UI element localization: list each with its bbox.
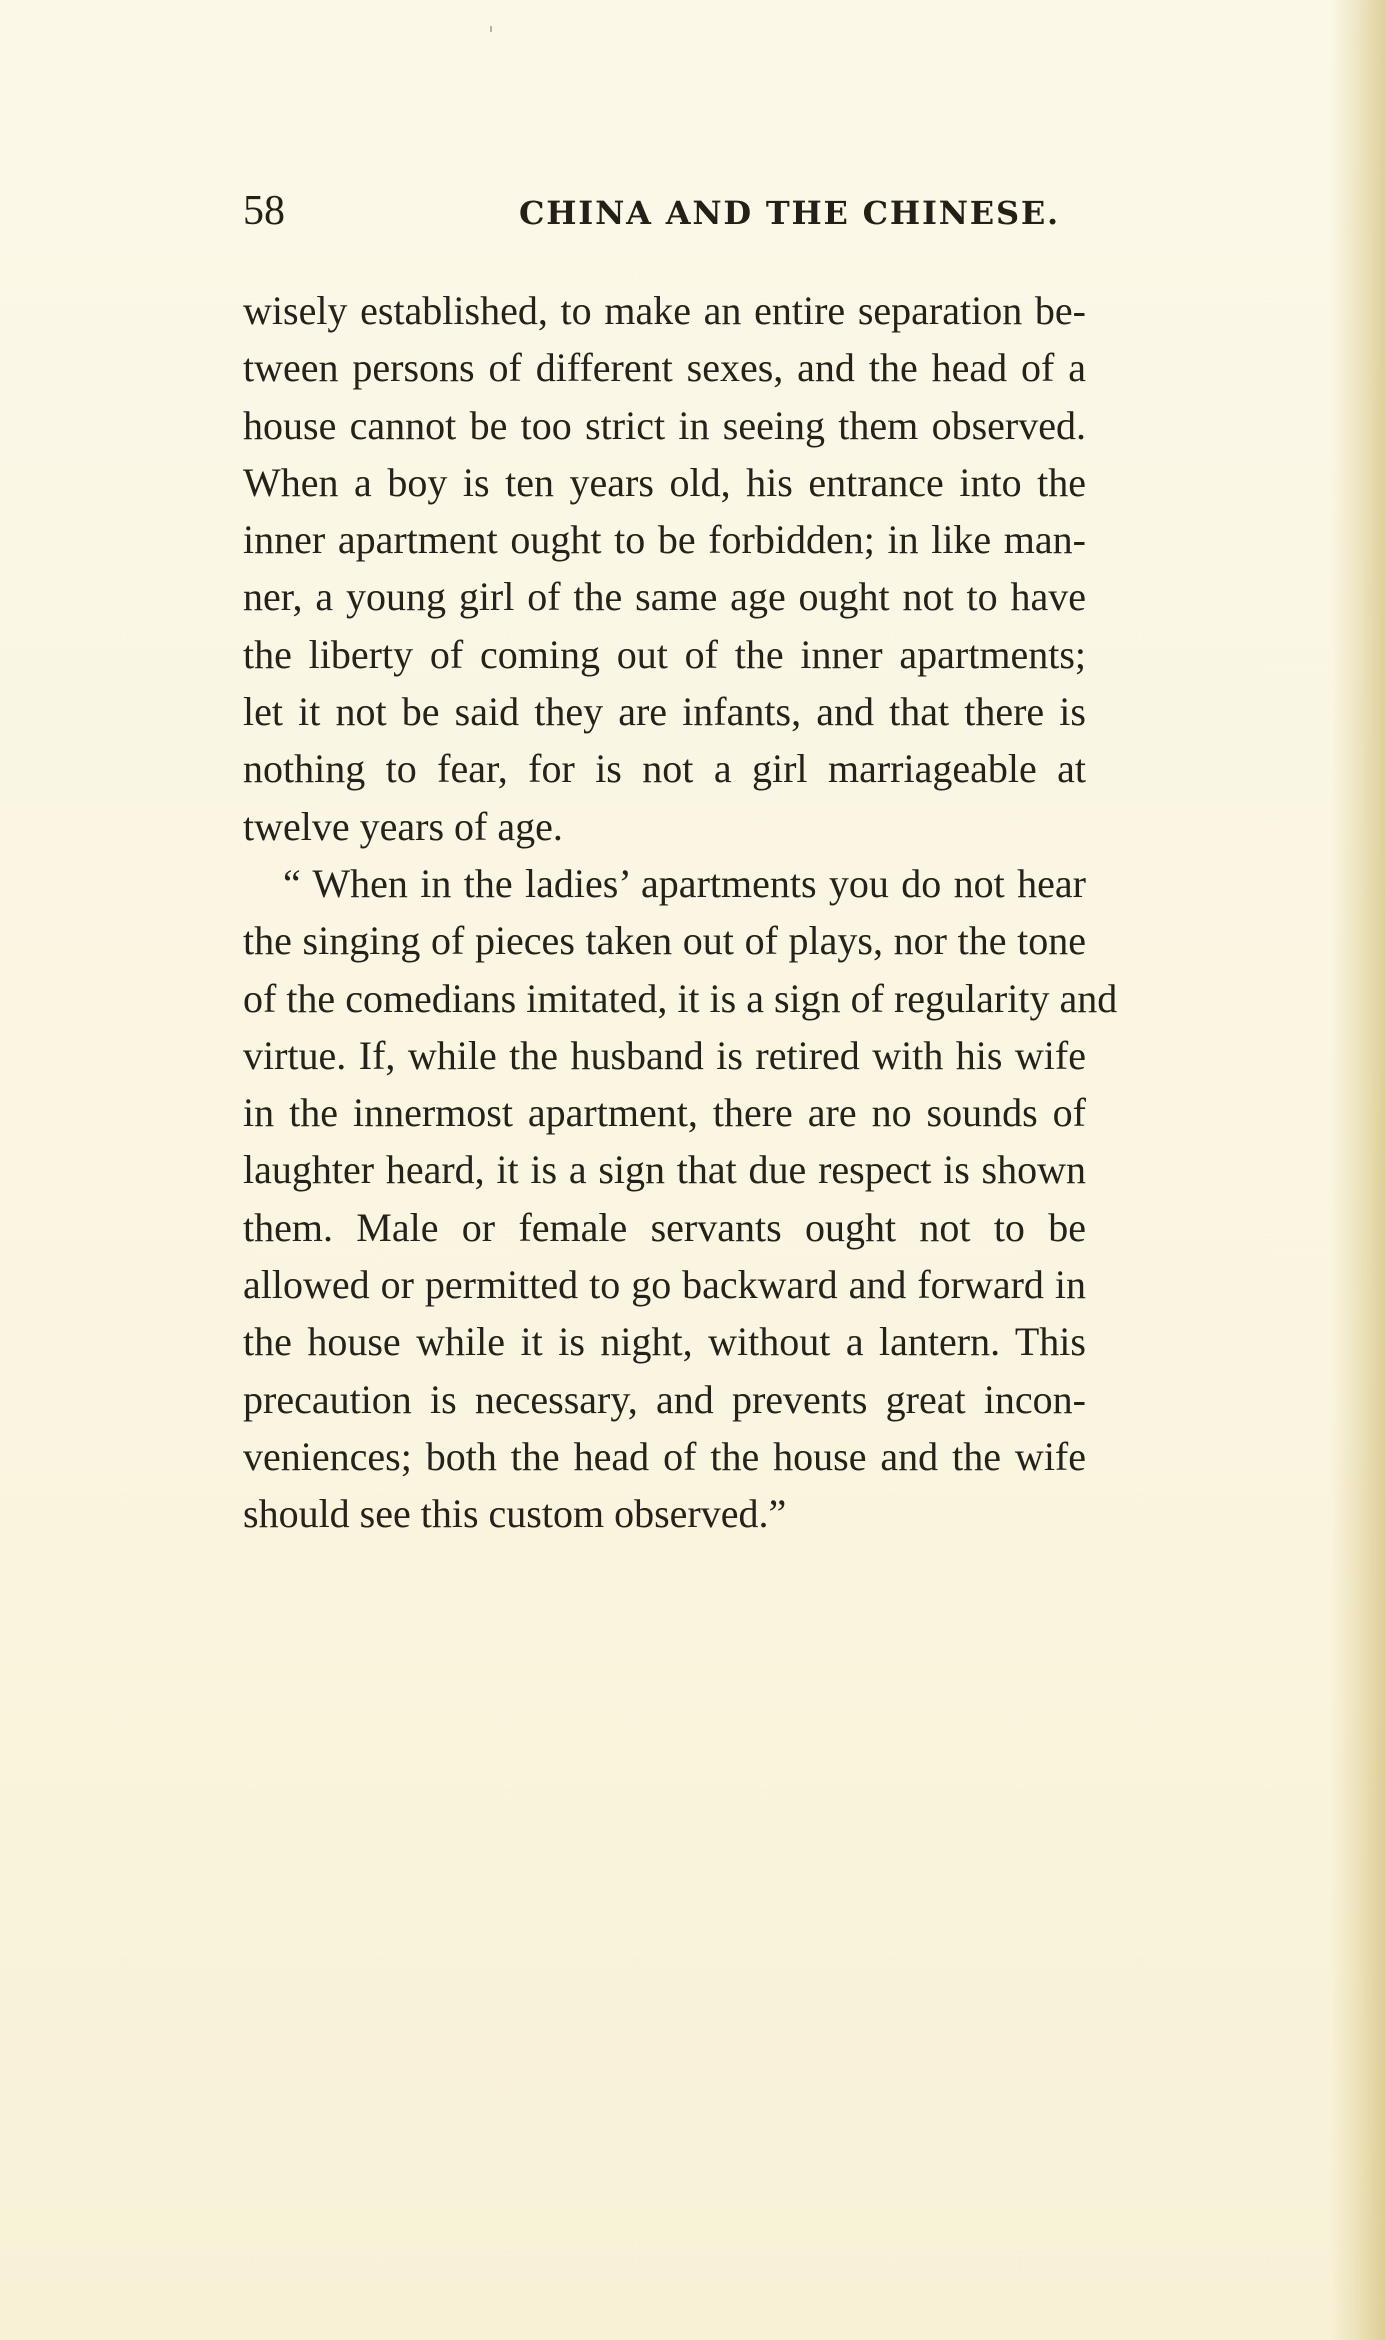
text-line: twelve years of age. bbox=[243, 803, 563, 849]
text-line: of the comedians imitated, it is a sign of regularity and bbox=[243, 975, 1118, 1021]
text-line: allowed or permitted to go backward and forward in bbox=[243, 1262, 1086, 1308]
text-line-indented bbox=[243, 855, 1086, 912]
text-line: them. Male or female servants ought not to be bbox=[243, 1204, 1086, 1250]
text-line: precaution is necessary, and prevents great incon- bbox=[243, 1376, 1086, 1422]
page-number: 58 bbox=[243, 188, 285, 234]
body-text bbox=[243, 282, 1118, 1543]
text-line: nothing to fear, for is not a girl marriageable at bbox=[243, 746, 1086, 792]
running-title: CHINA AND THE CHINESE. bbox=[519, 194, 1060, 232]
text-line: should see this custom observed.” bbox=[243, 1491, 787, 1537]
text-line: the house while it is night, without a lantern. This bbox=[243, 1319, 1086, 1365]
text-line-content: “ When in the ladies’ apartments you do not hear bbox=[283, 860, 1086, 906]
text-line: inner apartment ought to be forbidden; in like man- bbox=[243, 517, 1086, 563]
page-edge-mark bbox=[490, 26, 492, 32]
text-line: the singing of pieces taken out of plays, nor the tone bbox=[243, 918, 1086, 964]
text-line: ner, a young girl of the same age ought not to have bbox=[243, 574, 1086, 620]
text-line: When a boy is ten years old, his entrance into the bbox=[243, 459, 1086, 505]
text-line: wisely established, to make an entire separation be- bbox=[243, 288, 1086, 333]
text-line: the liberty of coming out of the inner apartments; bbox=[243, 631, 1086, 677]
running-head bbox=[243, 185, 1073, 245]
text-line: in the innermost apartment, there are no sounds of bbox=[243, 1090, 1086, 1136]
text-line: virtue. If, while the husband is retired with his wife bbox=[243, 1032, 1086, 1078]
text-line: laughter heard, it is a sign that due respect is shown bbox=[243, 1147, 1086, 1193]
text-line: house cannot be too strict in seeing them observed. bbox=[243, 402, 1086, 448]
text-line: tween persons of different sexes, and the head of a bbox=[243, 345, 1086, 391]
text-line: let it not be said they are infants, and that there is bbox=[243, 689, 1086, 735]
paragraph-1 bbox=[243, 282, 1086, 855]
paragraph-2 bbox=[243, 855, 1118, 1543]
text-line: veniences; both the head of the house and the wife bbox=[243, 1433, 1086, 1479]
